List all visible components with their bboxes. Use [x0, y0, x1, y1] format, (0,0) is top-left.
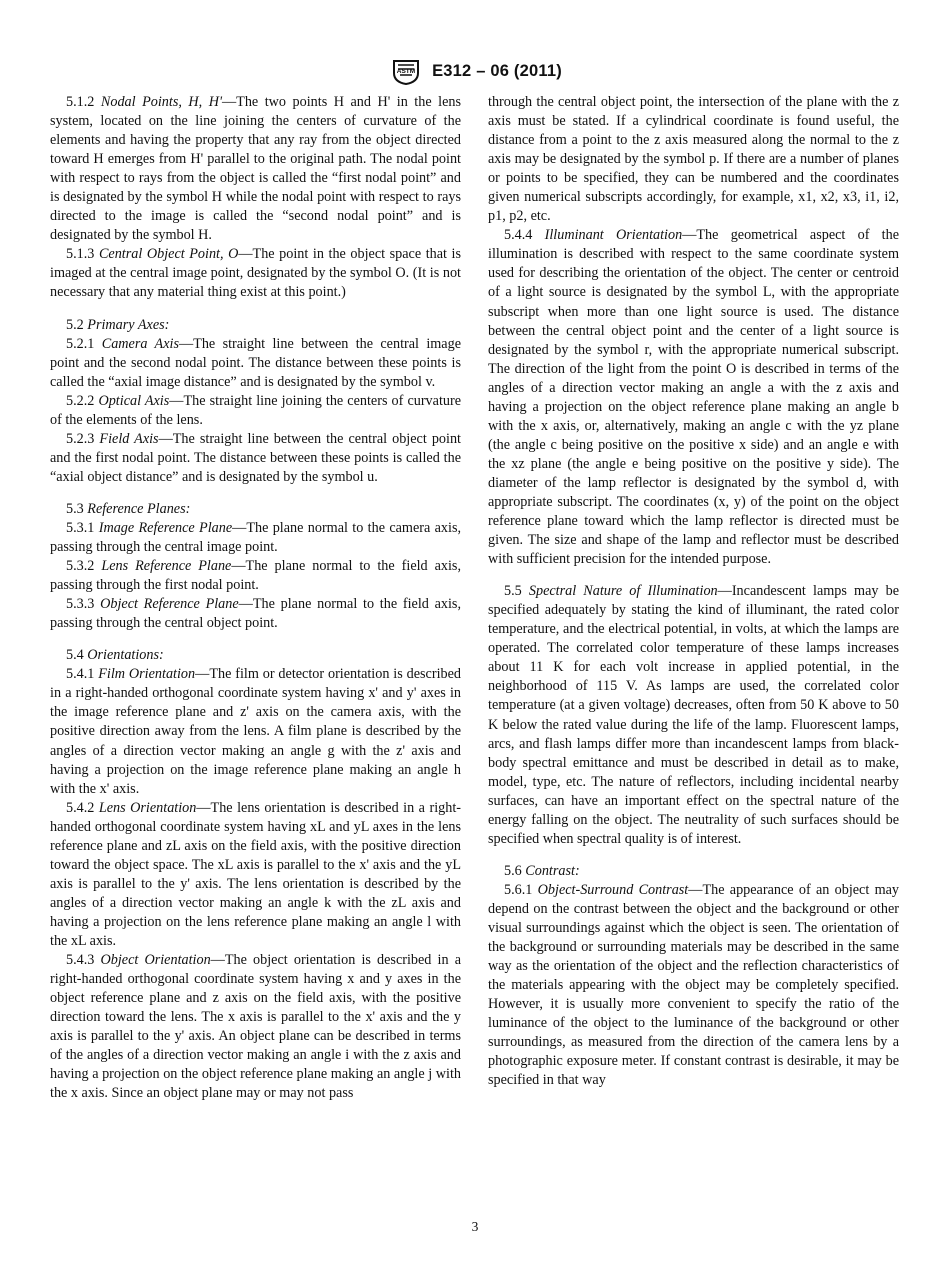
document-designation: E312 – 06 (2011) — [432, 61, 562, 80]
section-5-4-4: 5.4.4 Illuminant Orientation—The geometrical aspect of the illumination is described with respect to the same coordinate system used for describing the orientation of the object. The center or centroid of a light source is designated by the symbol L, with the appropriate subscript when more than one light source is used. The distance between the central object point and the center of a light source is designated by the symbol r, with the appropriate numerical subscript. The direction of the light from the point O is described in terms of the angles of a direction vector making an angle a with the z axis and having a projection on the object reference plane making an angle b with the x axis, or, alternatively, making an angle c with the yz plane (the angle c being positive on the positive x side) and an angle e with the xz plane (the angle e being positive on the positive y side). The diameter of the lamp reflector is designated by the symbol d, with appropriate subscript. The coordinates (x, y) of the point on the object reference plane toward which the lamp reflector is directed must be given. The size and shape of the lamp and reflector must be described with sufficient precision for the intended purpose. — [488, 227, 899, 568]
section-5-1-2: 5.1.2 Nodal Points, H, H'—The two points H and H' in the lens system, located on the line joining the centers of curvature of the elements and having the property that any ray from the object directed toward H emerges from H' parallel to the original path. The nodal point with respect to rays from the object is called the “first nodal point” and is designated by the symbol H while the nodal point with respect to rays directed to the image is called the “second nodal point” and is designated by the symbol H. — [50, 94, 462, 244]
section-5-3-1: 5.3.1 Image Reference Plane—The plane normal to the camera axis, passing through the central image point. — [50, 519, 462, 556]
section-5-3-3: 5.3.3 Object Reference Plane—The plane normal to the field axis, passing through the central object point. — [50, 596, 461, 632]
section-5-1-3: 5.1.3 Central Object Point, O—The point in the object space that is imaged at the central image point, designated by the symbol O. (It is not necessary that any material thing exist at this point.) — [50, 246, 462, 301]
section-5-4-3-continued: through the central object point, the intersection of the plane with the z axis must be stated. If a cylindrical coordinate is found useful, the distance from a point to the z axis measured along the normal to the z axis may be designated by the symbol p. If there are a number of planes or points to be specified, they can be numbered and the coordinates given numerical subscripts accordingly, for example, x1, x2, x3, i1, i2, p1, p2, etc. — [488, 94, 899, 225]
section-5-4-1: 5.4.1 Film Orientation—The film or detector orientation is described in a right-handed orthogonal coordinate system having x' and y' axes in the image reference plane and z' axis on the camera axis, with the positive direction away from the lens. A film plane is described by the angles of a direction vector making an angle g with the z' axis and having a projection on the image reference plane making an angle h with the x' axis. — [50, 666, 461, 797]
logo-text: ASTM — [396, 68, 416, 75]
section-5-4-3: 5.4.3 Object Orientation—The object orientation is described in a right-handed orthogonal coordinate system having x and y axes in the object reference plane and z axis on the field axis, with the positive direction toward the lens. The x axis is parallel to the x' axis and the y axis is parallel to the y' axis. An object plane can be described in terms of the angles of a direction vector making an angle i with the z axis and having a projection on the object reference plane making an angle j with the x axis. Since an object plane may or may not pass — [50, 952, 461, 1102]
astm-logo-icon — [388, 57, 424, 85]
page-number: 3 — [471, 1219, 479, 1234]
section-5-3-2: 5.3.2 Lens Reference Plane—The plane normal to the field axis, passing through the first nodal point. — [50, 558, 462, 594]
section-5-2-3: 5.2.3 Field Axis—The straight line between the central object point and the first nodal point. The distance between these points is called the “axial object distance” and is designated by the symbol u. — [50, 430, 461, 485]
section-5-6-1: 5.6.1 Object-Surround Contrast—The appearance of an object may depend on the contrast between the object and the background or other visual surroundings against which the object is seen. The orientation of the background or surrounding materials may be described in the same way as the orientation of the object and the reflection characteristics of the materials appearing with the object may be completely specified. However, it is usually more convenient to specify the ratio of the luminance of the object to the luminance of the background or other surroundings, as measured from the direction of the camera lens by a photographic exposure meter. If constant contrast is desirable, it may be specified in that way — [488, 881, 900, 1089]
section-5-2-heading: 5.2 Primary Axes: — [66, 316, 170, 333]
left-column — [50, 93, 461, 1103]
section-5-2-2: 5.2.2 Optical Axis—The straight line joining the centers of curvature of the elements of the lens. — [50, 392, 462, 428]
section-5-6-heading: 5.6 Contrast: — [504, 862, 580, 879]
page-header — [0, 56, 950, 86]
right-column — [488, 93, 899, 1090]
section-5-4-2: 5.4.2 Lens Orientation—The lens orientation is described in a right-handed orthogonal coordinate system having xL and yL axes in the lens reference plane and zL axis on the field axis, with the positive direction toward the object space. The xL axis is parallel to the x' axis and the yL axis is parallel to the y' axis. The lens orientation is described by the angles of a direction vector making an angle k with the zL axis and having a projection on the lens reference plane making an angle l with the xL axis. — [50, 799, 461, 949]
section-5-3-heading: 5.3 Reference Planes: — [66, 500, 191, 517]
section-5-5: 5.5 Spectral Nature of Illumination—Incandescent lamps may be specified adequately by stating the kind of illuminant, the rated color temperature, and the electrical potential, in volts, at which the lamps are operated. The correlated color temperature of these lamps increases about 11 K for each volt increase in applied potential, in the neighborhood of 115 V. As lamps are used, the correlated color temperature (at a given voltage) decreases, often from 50 K above to 50 K below the rated value during the life of the lamp. Fluorescent lamps, arcs, and flash lamps differ more than incandescent lamps from black-body spectral emittance and must be described in detail as to make, model, type, etc. The nature of reflectors, including incidental nearby surfaces, can have an important effect on the spectral nature of the energy falling on the object. The neutrality of such surfaces should be specified when spectral quality is of interest. — [488, 583, 899, 847]
section-5-2-1: 5.2.1 Camera Axis—The straight line between the central image point and the second nodal point. The distance between these points is called the “axial image distance” and is designated by the symbol v. — [50, 335, 461, 390]
section-5-4-heading: 5.4 Orientations: — [66, 647, 164, 664]
